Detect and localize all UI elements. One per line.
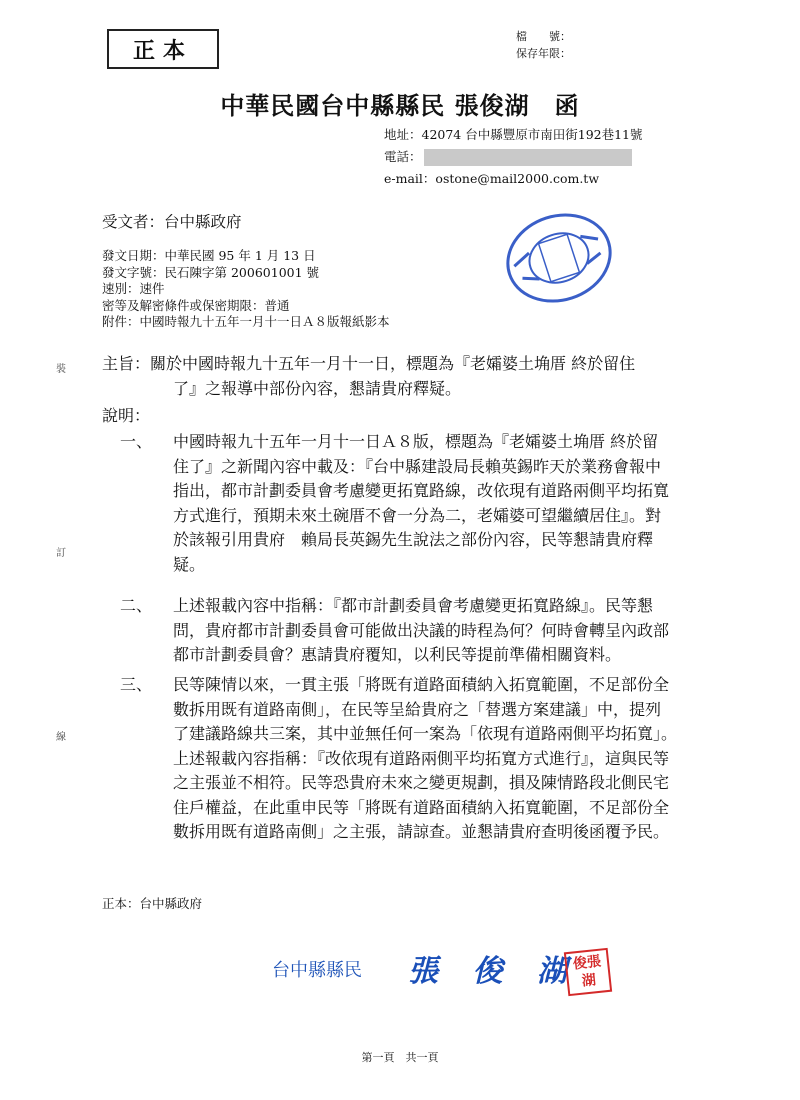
- text-line: 住戶權益，在此重申民等「將既有道路面積納入拓寬範圍，不足部份全: [173, 797, 670, 817]
- text-line: 疑。: [173, 554, 206, 574]
- speed-type: 速別：速件: [102, 281, 165, 296]
- item-3-text: [173, 673, 677, 845]
- text-line: 中國時報九十五年一月十一日Ａ８版，標題為『老孀婆土埆厝 終於留: [173, 432, 659, 451]
- text-line: 之主張並不相符。民等恐貴府未來之變更規劃，損及陳情路段北側民宅: [173, 773, 670, 792]
- issue-date: 發文日期：中華民國 95 年 1 月 13 日: [102, 248, 316, 263]
- redacted-phone: [424, 149, 632, 166]
- retention-label: 保存年限：: [516, 47, 571, 60]
- text-line: 問，貴府都市計劃委員會可能做出決議的時程為何？何時會轉呈內政部: [173, 620, 670, 640]
- binding-mark: 訂: [56, 548, 66, 559]
- doc-number: 發文字號：民石陳字第 200601001 號: [102, 264, 320, 280]
- subject-continuation: 了』之報導中部份內容，懇請貴府釋疑。: [173, 378, 462, 398]
- archive-number-label: 檔 號：: [516, 30, 571, 43]
- page-footer: 第一頁 共一頁: [361, 1051, 439, 1064]
- phone-line: [384, 146, 632, 168]
- item-number: 二、: [120, 596, 153, 615]
- item-number: 一、: [120, 432, 153, 451]
- text-line: 上述報載內容指稱：『改依現有道路兩側平均拓寬方式進行』，這與民等: [173, 748, 670, 768]
- copy-mark-box: 正本: [107, 29, 219, 69]
- received-date-stamp: [500, 208, 618, 308]
- explanation-heading: 說明：: [102, 406, 151, 425]
- subject-line: 主旨：關於中國時報九十五年一月十一日，標題為『老孀婆土埆厝 終於留住: [102, 354, 636, 373]
- text-line: 數拆用既有道路南側」，在民等呈給貴府之「替選方案建議」中，提列: [173, 699, 662, 719]
- text-line: 方式進行，預期未來土碗厝不會一分為二，老孀婆可望繼續居住』。對: [173, 505, 662, 525]
- text-line: 於該報引用貴府 賴局長英錫先生說法之部份內容，民等懇請貴府釋: [173, 530, 654, 549]
- text-line: 住了』之新聞內容中載及：『台中縣建設局長賴英錫昨天於業務會報中: [173, 456, 662, 476]
- signature-name: 張 俊 湖: [408, 954, 579, 989]
- binding-mark: 裝: [56, 364, 66, 375]
- email-line: e-mail：ostone@mail2000.com.tw: [384, 171, 600, 186]
- cc-line: 正本：台中縣政府: [102, 896, 203, 911]
- phone-label: 電話：: [384, 149, 422, 164]
- meta-block: [102, 248, 390, 331]
- attachment: 附件：中國時報九十五年一月十一日Ａ８版報紙影本: [102, 314, 390, 329]
- text-line: 上述報載內容中指稱：『都市計劃委員會考慮變更拓寬路線』。民等懇: [173, 596, 654, 615]
- item-number: 三、: [120, 675, 153, 694]
- item-1-text: [173, 430, 669, 577]
- text-line: 指出，都市計劃委員會考慮變更拓寬路線，改依現有道路兩側平均拓寬: [173, 481, 670, 500]
- text-line: 民等陳情以來，一貫主張「將既有道路面積納入拓寬範圍，不足部份全: [173, 675, 670, 694]
- confidentiality: 密等及解密條件或保密期限：普通: [102, 297, 290, 313]
- text-line: 了建議路線共三案，其中並無任何一案為「依現有道路兩側平均拓寬」。: [173, 724, 678, 743]
- signature-prefix: 台中縣縣民: [272, 960, 362, 981]
- item-2-text: [173, 594, 669, 668]
- receiver: 受文者：台中縣政府: [102, 213, 242, 231]
- address-line: 地址：42074 台中縣豐原市南田街192巷11號: [384, 127, 643, 142]
- text-line: 數拆用既有道路南側」之主張，請諒查。並懇請貴府查明後函覆予民。: [173, 822, 670, 841]
- text-line: 都市計劃委員會？惠請貴府覆知，以利民等提前準備相關資料。: [173, 645, 622, 664]
- personal-seal: 俊張湖: [564, 948, 612, 996]
- document-title: 中華民國台中縣縣民 張俊湖 函: [220, 91, 580, 120]
- binding-mark: 線: [56, 732, 66, 743]
